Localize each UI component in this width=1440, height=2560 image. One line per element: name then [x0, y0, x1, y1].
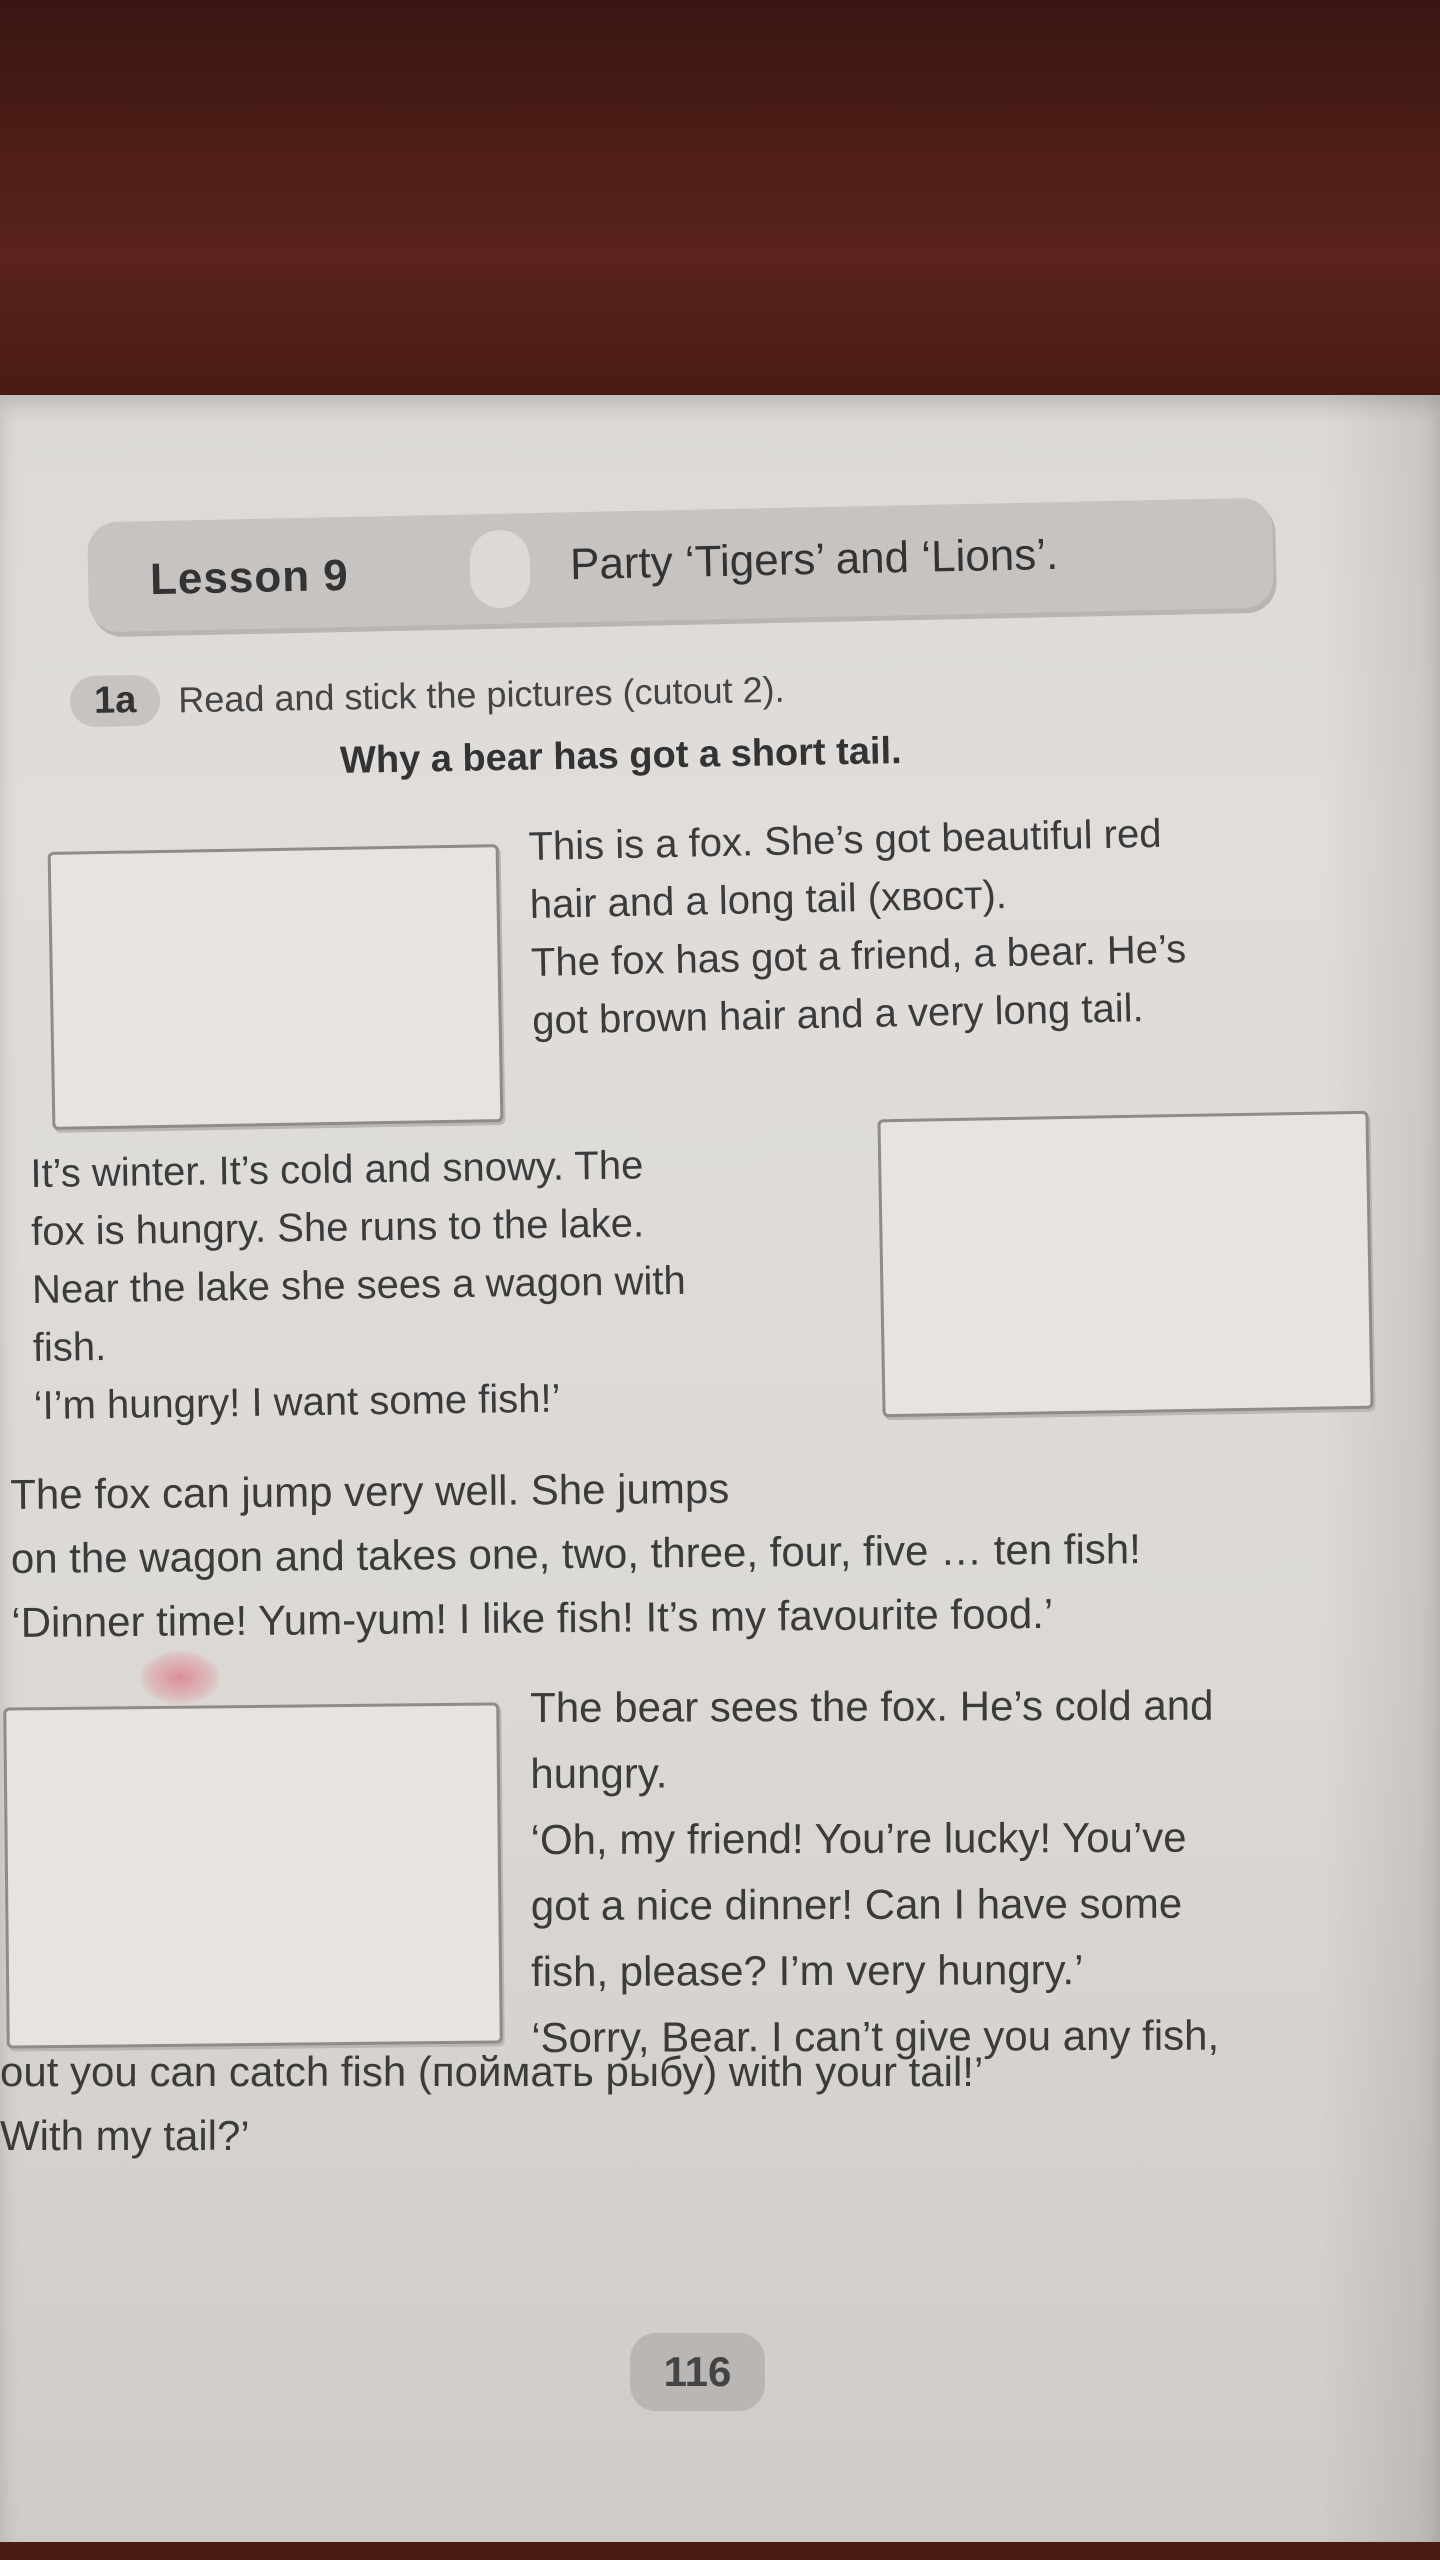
page-fold-shadow	[1320, 395, 1440, 2545]
story-line: The fox has got a friend, a bear. He’s	[530, 927, 1187, 985]
story-line: ‘I’m hungry! I want some fish!’	[33, 1376, 561, 1428]
story-line: With my tail?’	[0, 2112, 250, 2159]
story-line: ‘Oh, my friend! You’re lucky! You’ve	[530, 1813, 1187, 1863]
story-line: hair and a long tail (хвост).	[529, 872, 1008, 927]
story-line: This is a fox. She’s got beautiful red	[528, 811, 1162, 869]
lesson-title: Party ‘Tigers’ and ‘Lions’.	[569, 529, 1059, 590]
story-line: hungry.	[530, 1749, 668, 1797]
story-line: ‘Sorry, Bear. I can’t give you any fish,	[531, 2011, 1220, 2061]
story-line: got a nice dinner! Can I have some	[530, 1879, 1183, 1929]
picture-placeholder-2	[877, 1111, 1373, 1418]
exercise-instruction: Read and stick the pictures (cutout 2).	[177, 668, 785, 720]
story-paragraph-1	[528, 804, 1188, 1050]
story-line: out you can catch fish (поймать рыбу) with your tail!’	[0, 2048, 984, 2095]
story-line: fish, please? I’m very hungry.’	[530, 1946, 1084, 1995]
story-line: on the wagon and takes one, two, three, four, five … ten fish!	[10, 1525, 1142, 1582]
story-line: The fox can jump very well. She jumps	[10, 1464, 730, 1518]
story-line: fox is hungry. She runs to the lake.	[30, 1201, 645, 1254]
story-line: got brown hair and a very long tail.	[531, 986, 1145, 1043]
lesson-label: Lesson 9	[149, 550, 350, 605]
story-title: Why a bear has got a short tail.	[339, 730, 902, 782]
picture-placeholder-3	[3, 1702, 503, 2048]
story-paragraph-2	[30, 1136, 688, 1435]
story-paragraph-3	[10, 1453, 1142, 1655]
picture-placeholder-1	[48, 844, 504, 1130]
table-edge	[0, 2542, 1440, 2560]
story-paragraph-5	[0, 2040, 983, 2168]
story-line: The bear sees the fox. He’s cold and	[530, 1681, 1214, 1731]
lesson-header-notch	[469, 529, 531, 608]
ink-stain	[140, 1650, 220, 1705]
story-paragraph-4	[530, 1673, 1219, 2071]
exercise-number-badge: 1a	[70, 675, 161, 728]
page-number: 116	[630, 2333, 765, 2411]
story-line: It’s winter. It’s cold and snowy. The	[30, 1143, 644, 1196]
story-line: ‘Dinner time! Yum-yum! I like fish! It’s my favourite food.’	[11, 1589, 1054, 1646]
story-line: Near the lake she sees a wagon with	[31, 1258, 686, 1312]
story-line: fish.	[32, 1324, 107, 1370]
